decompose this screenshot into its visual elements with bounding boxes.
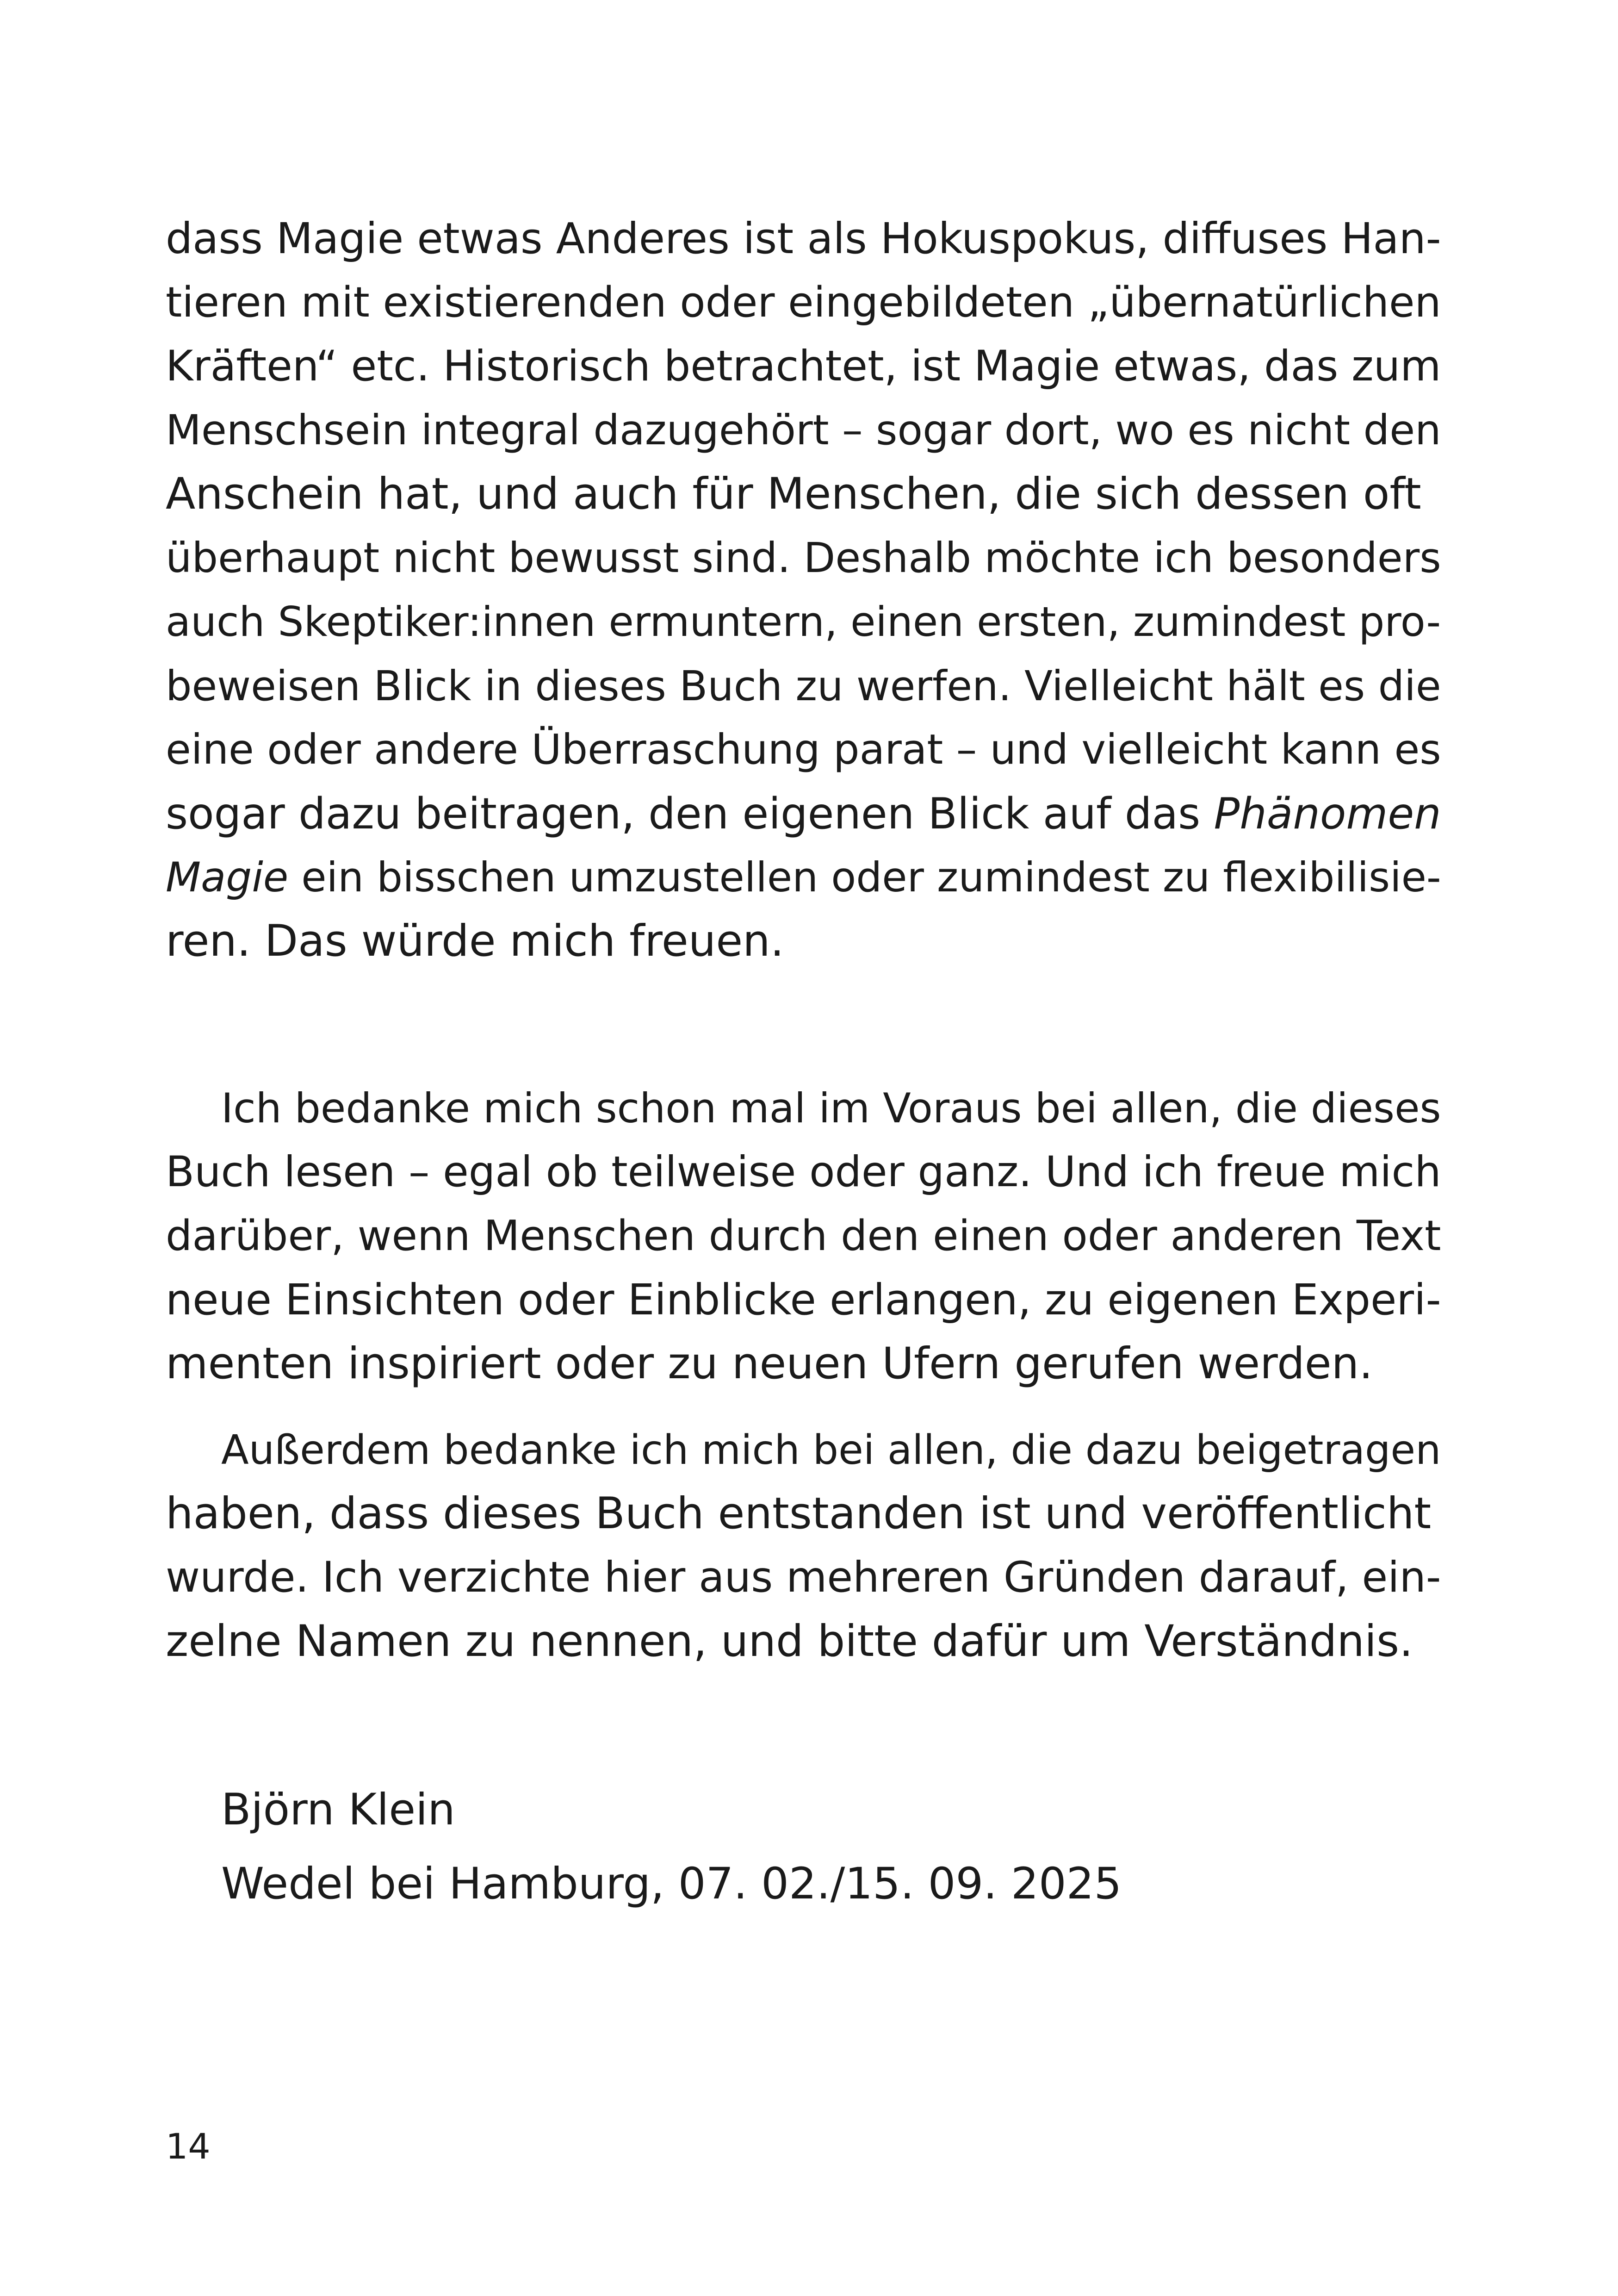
- text-line: Buch lesen – egal ob teilweise oder ganz. Und ich freue mich: [166, 1148, 1441, 1196]
- text-line: wurde. Ich verzichte hier aus mehreren Gründen darauf, ein-: [166, 1553, 1441, 1602]
- text-line: zelne Namen zu nennen, und bitte dafür um Verständnis.: [166, 1616, 1413, 1667]
- text-segment: ein bisschen umzustellen oder zumindest zu flexibilisie-: [288, 853, 1441, 901]
- text-line: darüber, wenn Menschen durch den einen oder anderen Text: [166, 1212, 1441, 1260]
- paragraph-3: [166, 1418, 1441, 1674]
- text-line: auch Skeptiker:innen ermuntern, einen ersten, zumindest pro-: [166, 598, 1441, 646]
- text-line: haben, dass dieses Buch entstanden ist und veröffentlicht: [166, 1488, 1432, 1539]
- text-line: beweisen Blick in dieses Buch zu werfen. Vielleicht hält es die: [166, 662, 1441, 710]
- text-line: Außerdem bedanke ich mich bei allen, die dazu beigetragen: [221, 1426, 1441, 1474]
- text-segment: sogar dazu beitragen, den eigenen Blick auf das: [166, 789, 1201, 839]
- text-line-with-italic: [166, 782, 1441, 846]
- text-line: tieren mit existierenden oder eingebildeten „übernatürlichen: [166, 278, 1441, 327]
- page-number: 14: [166, 2126, 211, 2167]
- text-line: neue Einsichten oder Einblicke erlangen, zu eigenen Experi-: [166, 1275, 1441, 1325]
- text-line: Menschsein integral dazugehört – sogar dort, wo es nicht den: [166, 406, 1441, 454]
- text-line: Ich bedanke mich schon mal im Voraus bei allen, die dieses: [221, 1084, 1441, 1132]
- author-name: Björn Klein: [221, 1785, 455, 1835]
- text-line: menten inspiriert oder zu neuen Ufern gerufen werden.: [166, 1338, 1373, 1389]
- paragraph-1: [166, 207, 1441, 973]
- text-line-with-italic: [166, 846, 1441, 909]
- text-line: Anschein hat, und auch für Menschen, die sich dessen oft: [166, 469, 1421, 519]
- text-line: dass Magie etwas Anderes ist als Hokuspokus, diffuses Han-: [166, 214, 1441, 263]
- text-line: Kräften“ etc. Historisch betrachtet, ist Magie etwas, das zum: [166, 342, 1441, 391]
- text-line: ren. Das würde mich freuen.: [166, 916, 784, 966]
- text-line: eine oder andere Überraschung parat – und vielleicht kann es: [166, 726, 1441, 774]
- italic-phrase: Phänomen: [1214, 789, 1441, 839]
- italic-phrase: Magie: [166, 853, 289, 901]
- paragraph-2: [166, 1076, 1441, 1396]
- place-and-date: Wedel bei Hamburg, 07. 02./15. 09. 2025: [221, 1859, 1122, 1909]
- text-line: überhaupt nicht bewusst sind. Deshalb möchte ich besonders: [166, 534, 1441, 582]
